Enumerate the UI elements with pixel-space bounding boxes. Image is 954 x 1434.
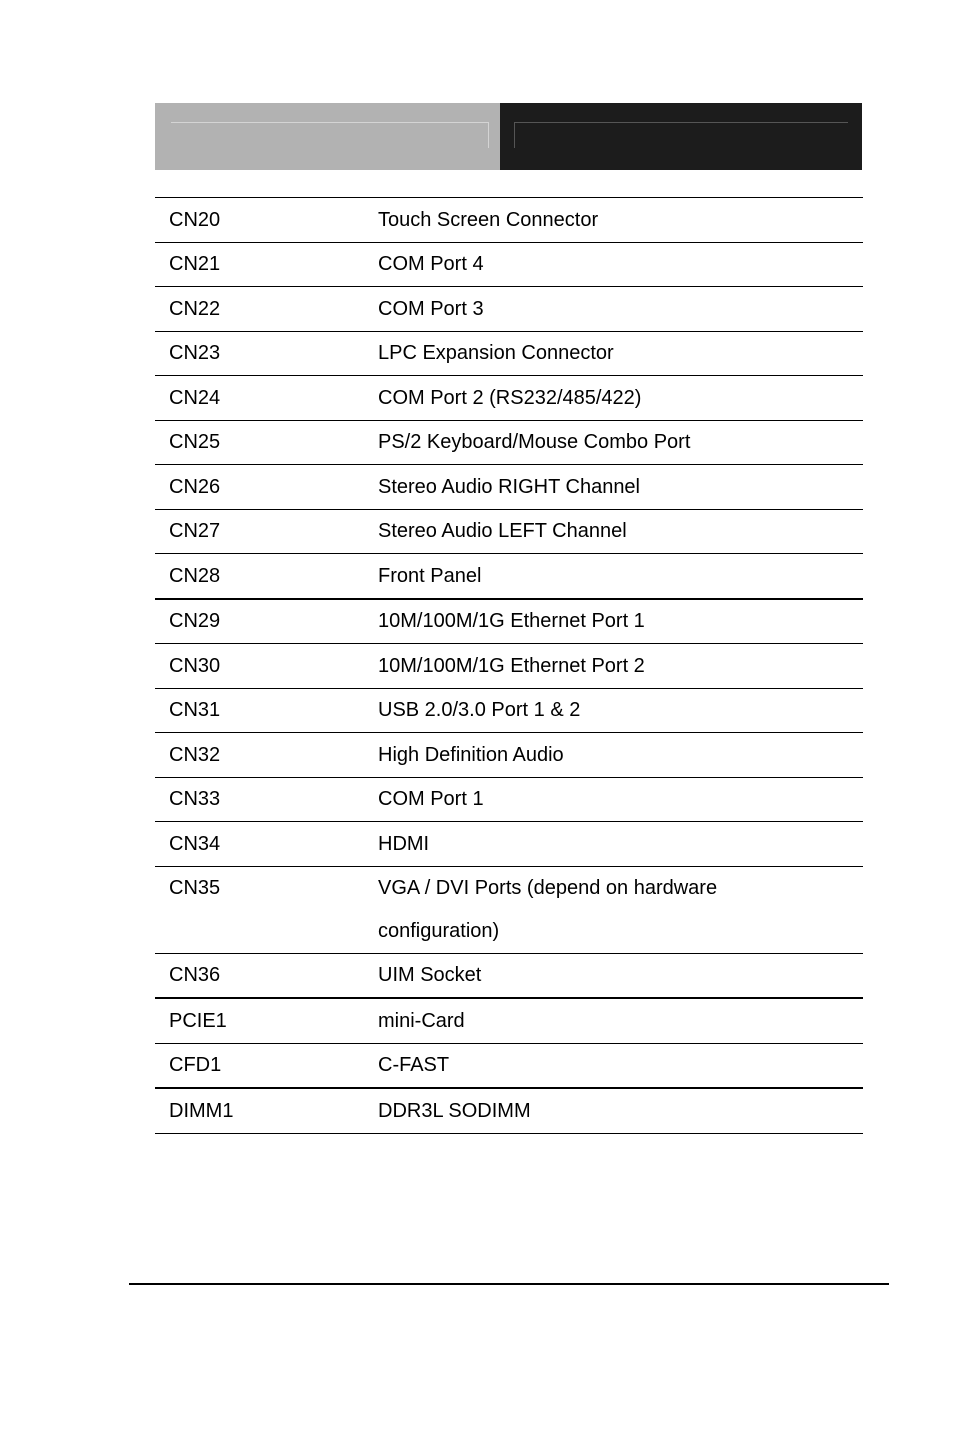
connector-id: CN33 [169,788,221,811]
table-row [155,510,863,555]
connector-id: CN23 [169,342,221,365]
header-decor-line [171,122,489,123]
connector-id: CN29 [169,610,221,633]
header-banner-right [500,103,862,170]
description-line: configuration) [378,919,500,942]
table-row [155,733,863,778]
table-row [155,198,863,243]
connector-id: PCIE1 [169,1009,227,1032]
connector-id: CN35 [169,876,221,899]
connector-description: Stereo Audio RIGHT Channel [378,475,641,498]
header-banner [155,103,862,170]
connector-id: CN34 [169,832,221,855]
table-row [155,1044,863,1090]
connector-description: LPC Expansion Connector [378,342,614,365]
connector-description: Stereo Audio LEFT Channel [378,520,627,543]
connector-id: CN21 [169,253,221,276]
table-row [155,954,863,1000]
footer-rule [129,1283,889,1285]
connector-description: High Definition Audio [378,743,564,766]
connector-id: CN25 [169,431,221,454]
table-row [155,465,863,510]
connector-description: Front Panel [378,564,482,587]
table-row [155,867,863,954]
table-row [155,689,863,734]
connector-description: 10M/100M/1G Ethernet Port 2 [378,654,645,677]
connector-id: DIMM1 [169,1099,234,1122]
connector-description: mini-Card [378,1009,465,1032]
connector-id: CN30 [169,654,221,677]
connector-id: CN22 [169,297,221,320]
connector-id: CN32 [169,743,221,766]
connector-description: COM Port 1 [378,788,484,811]
connector-description: COM Port 4 [378,253,484,276]
table-row [155,822,863,867]
connector-id: CN20 [169,208,221,231]
table-row [155,287,863,332]
connector-id: CN28 [169,564,221,587]
connector-description: USB 2.0/3.0 Port 1 & 2 [378,699,581,722]
connector-description: COM Port 3 [378,297,484,320]
table-row [155,999,863,1044]
connector-id: CN36 [169,964,221,987]
connector-table [155,197,863,1134]
table-row [155,243,863,288]
description-line: VGA / DVI Ports (depend on hardware [378,876,718,899]
table-row [155,421,863,466]
connector-id: CN24 [169,386,221,409]
table-row [155,600,863,645]
header-decor-line [514,122,515,148]
connector-description: HDMI [378,832,430,855]
connector-description: C-FAST [378,1054,450,1077]
table-row [155,1089,863,1134]
connector-description: 10M/100M/1G Ethernet Port 1 [378,610,645,633]
connector-id: CN26 [169,475,221,498]
connector-description: COM Port 2 (RS232/485/422) [378,386,642,409]
connector-id: CN31 [169,699,221,722]
header-decor-line [488,122,489,148]
connector-id: CN27 [169,520,221,543]
table-row [155,332,863,377]
connector-description [378,867,863,953]
connector-description: UIM Socket [378,964,482,987]
connector-description: PS/2 Keyboard/Mouse Combo Port [378,431,691,454]
header-decor-line [514,122,848,123]
connector-description: DDR3L SODIMM [378,1099,531,1122]
table-row [155,778,863,823]
header-banner-left [155,103,500,170]
table-row [155,376,863,421]
connector-id: CFD1 [169,1054,222,1077]
table-row [155,644,863,689]
table-row [155,554,863,600]
connector-description: Touch Screen Connector [378,208,599,231]
